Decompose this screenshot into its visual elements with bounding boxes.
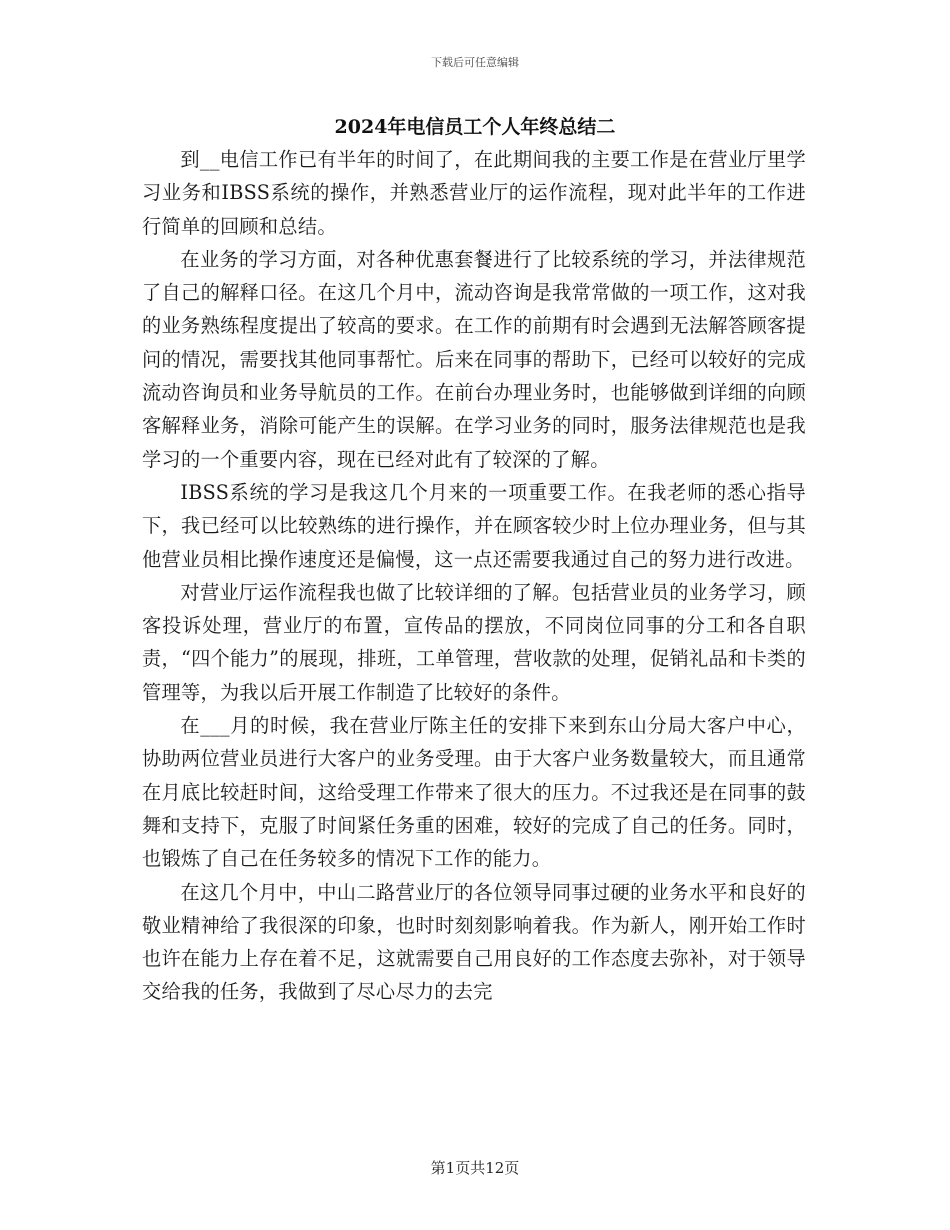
paragraph-vip-center: 在___月的时候，我在营业厅陈主任的安排下来到东山分局大客户中心，协助两位营业员进行大客户的业务受理。由于大客户业务数量较大，而且通常在月底比较赶时间，这给受理工作带来了很大的压力。不过我还是在同事的鼓舞和支持下，克服了时间紧任务重的困难，较好的完成了自己的任务。同时，也锻炼了自己在任务较多的情况下工作的能力。 — [142, 714, 806, 871]
header-note: 下载后可任意编辑 — [431, 56, 519, 69]
document-body — [142, 143, 806, 1009]
paragraph-business-study: 在业务的学习方面，对各种优惠套餐进行了比较系统的学习，并法律规范了自己的解释口径。在这几个月中，流动咨询是我常常做的一项工作，这对我的业务熟练程度提出了较高的要求。在工作的前期有时会遇到无法解答顾客提问的情况，需要找其他同事帮忙。后来在同事的帮助下，已经可以较好的完成流动咨询员和业务导航员的工作。在前台办理业务时，也能够做到详细的向顾客解释业务，消除可能产生的误解。在学习业务的同时，服务法律规范也是我学习的一个重要内容，现在已经对此有了较深的了解。 — [142, 247, 806, 471]
paragraph-intro: 到__电信工作已有半年的时间了，在此期间我的主要工作是在营业厅里学习业务和IBSS系统的操作，并熟悉营业厅的运作流程，现对此半年的工作进行简单的回顾和总结。 — [142, 148, 806, 238]
page-footer: 第1页共12页 — [430, 1159, 520, 1177]
paragraph-ibss-study: IBSS系统的学习是我这几个月来的一项重要工作。在我老师的悉心指导下，我已经可以比较熟练的进行操作，并在顾客较少时上位办理业务，但与其他营业员相比操作速度还是偏慢，这一点还需要我通过自己的努力进行改进。 — [142, 480, 806, 571]
document-title: 2024年电信员工个人年终总结二 — [334, 116, 616, 138]
paragraph-colleagues: 在这几个月中，中山二路营业厅的各位领导同事过硬的业务水平和良好的敬业精神给了我很深的印象，也时时刻刻影响着我。作为新人，刚开始工作时也许在能力上存在着不足，这就需要自己用良好的工作态度去弥补，对于领导交给我的任务，我做到了尽心尽力的去完 — [142, 880, 806, 1004]
paragraph-hall-operations: 对营业厅运作流程我也做了比较详细的了解。包括营业员的业务学习，顾客投诉处理，营业厅的布置，宣传品的摆放，不同岗位同事的分工和各自职责，“四个能力”的展现，排班，工单管理，营收款的处理，促销礼品和卡类的管理等，为我以后开展工作制造了比较好的条件。 — [142, 580, 806, 704]
